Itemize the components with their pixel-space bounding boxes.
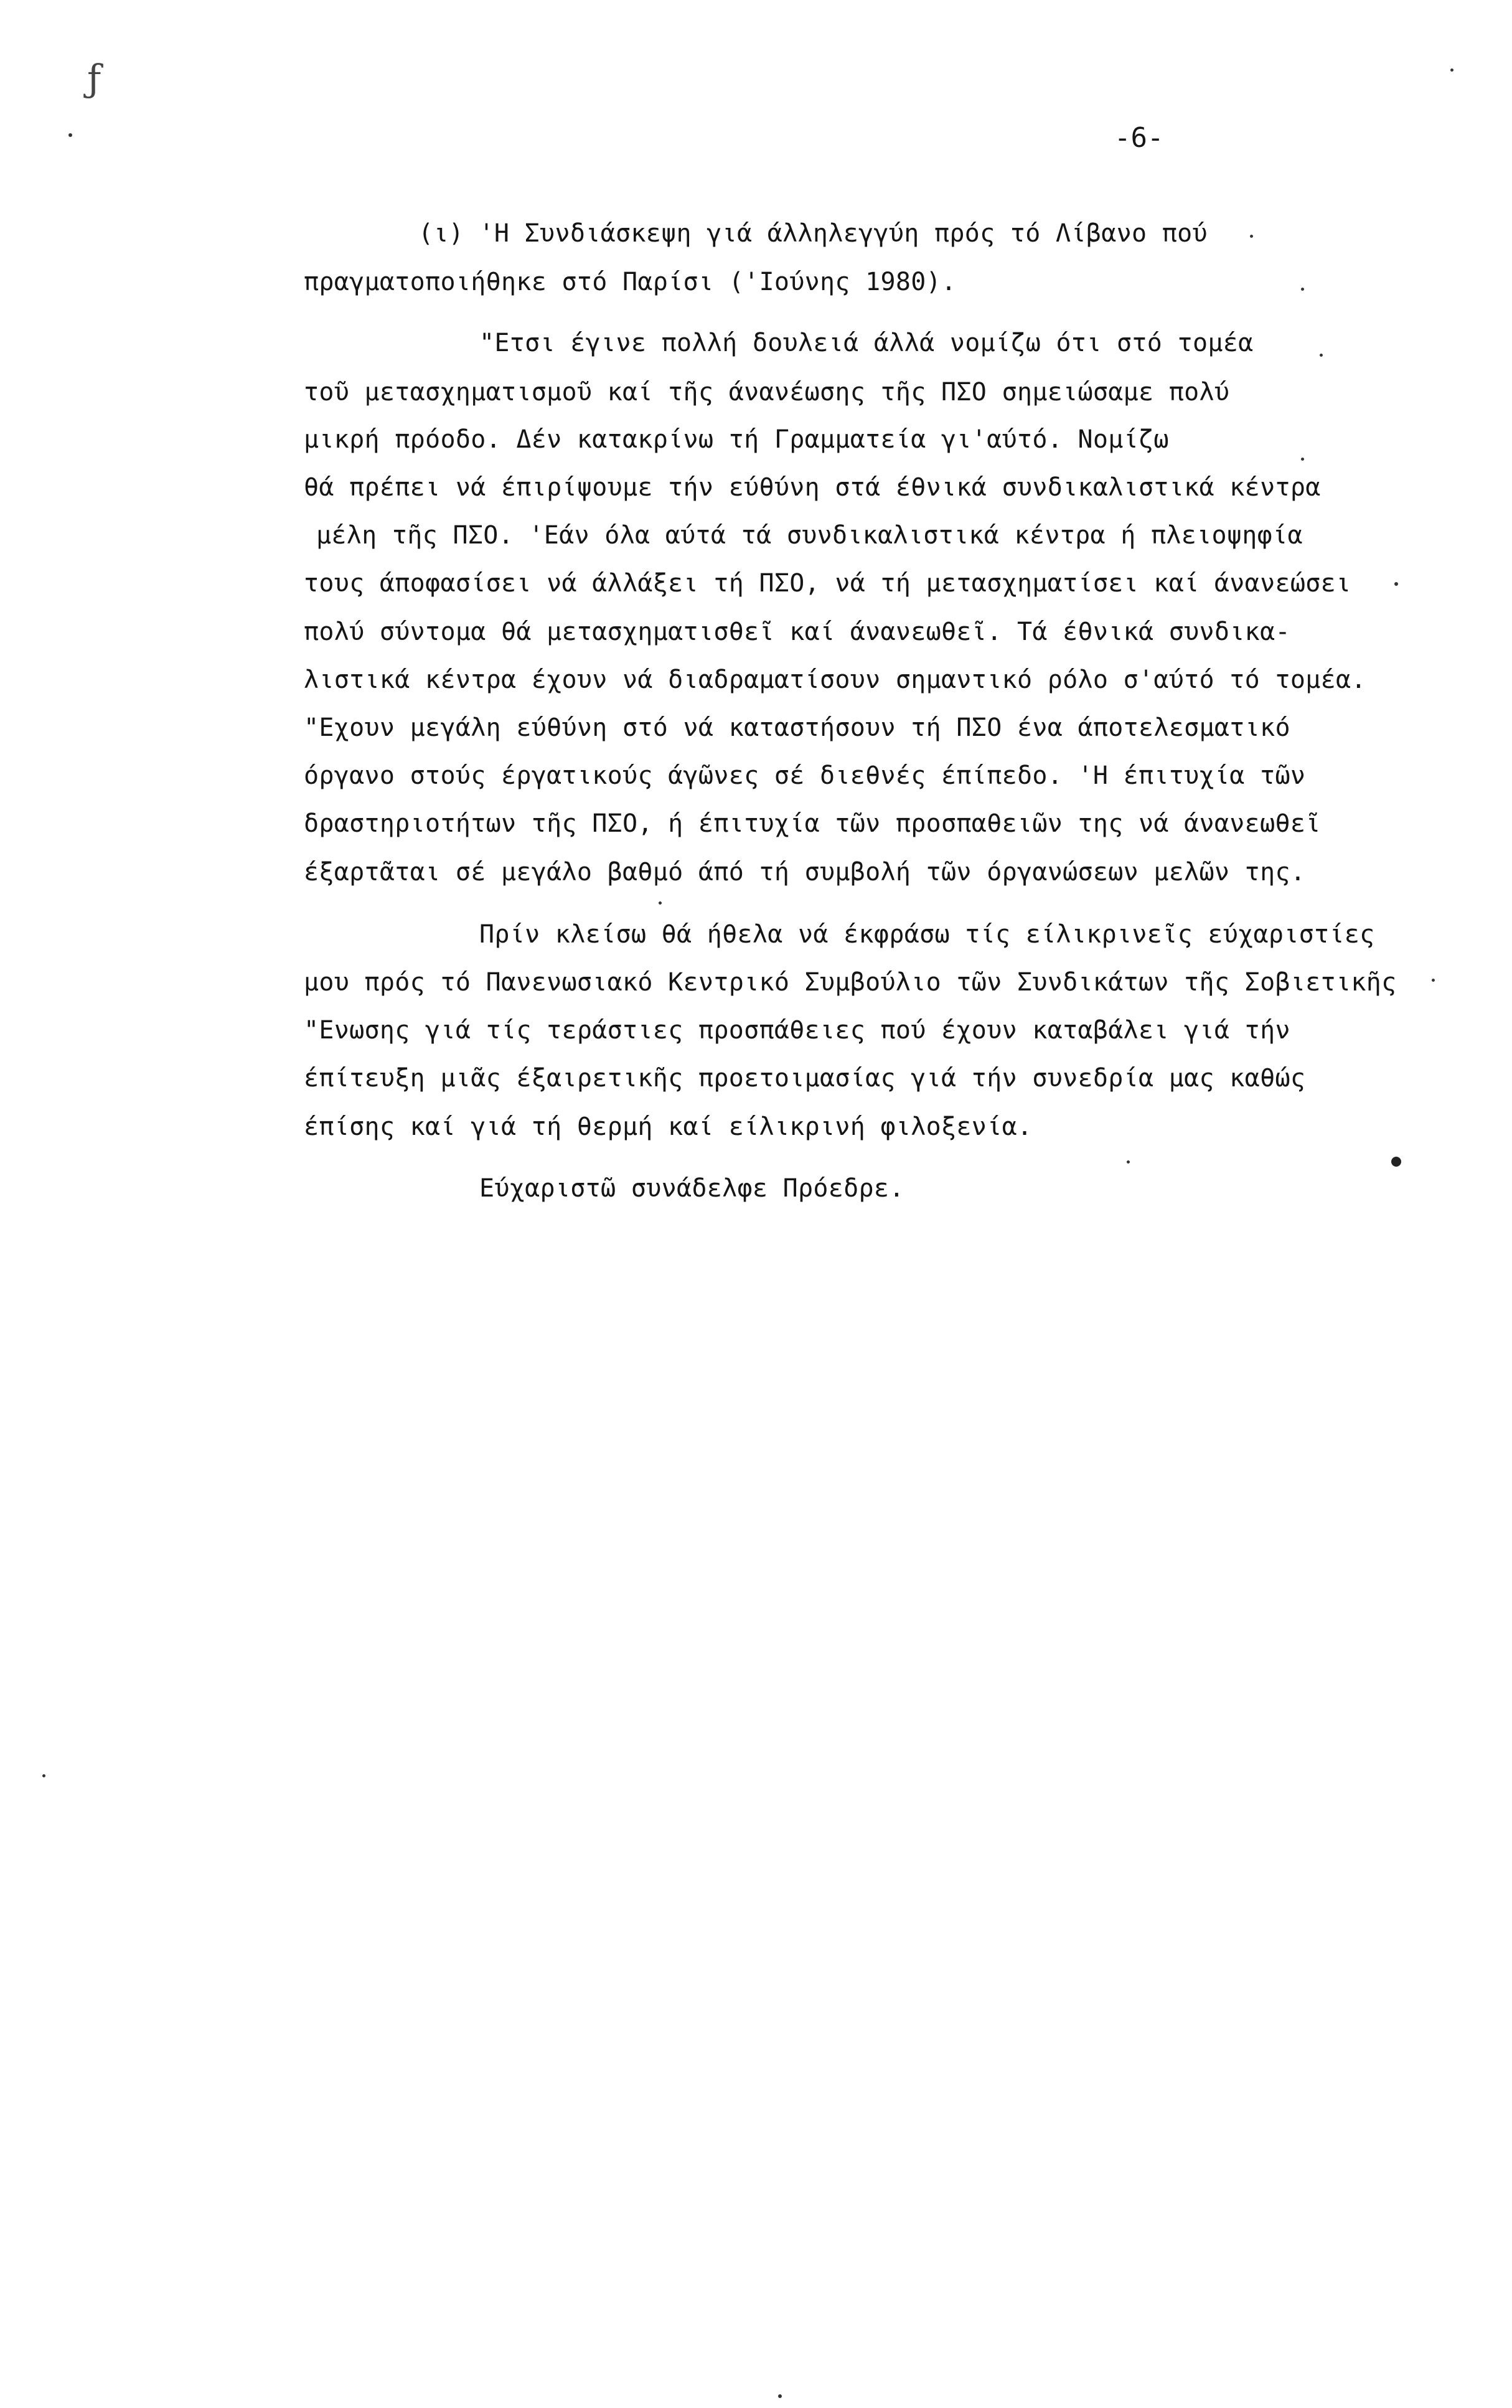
text-line: έπίσης καί γιά τή θερμή καί είλικρινή φιλοξενία.: [304, 1112, 1033, 1141]
scan-speck: [1127, 1160, 1130, 1164]
text-line: δραστηριοτήτων τῆς ΠΣΟ, ή έπιτυχία τῶν προσπαθειῶν της νά άνανεωθεῖ: [304, 809, 1321, 838]
scan-speck: [1301, 288, 1304, 291]
scan-speck: [659, 901, 662, 905]
text-line: έπίτευξη μιᾶς έξαιρετικῆς προετοιμασίας γιά τήν συνεδρία μας καθώς: [304, 1064, 1306, 1093]
scan-speck: [1301, 458, 1304, 461]
text-line: μου πρός τό Πανενωσιακό Κεντρικό Συμβούλιο τῶν Συνδικάτων τῆς Σοβιετικῆς: [304, 968, 1397, 997]
scan-speck: [68, 133, 72, 137]
text-line: τοῦ μετασχηματισμοῦ καί τῆς άνανέωσης τῆς ΠΣΟ σημειώσαμε πολύ: [304, 378, 1230, 407]
text-line: θά πρέπει νά έπιρίψουμε τήν εύθύνη στά έθνικά συνδικαλιστικά κέντρα: [304, 473, 1321, 502]
page-number: -6-: [1114, 122, 1164, 154]
text-line: (ι) 'Η Συνδιάσκεψη γιά άλληλεγγύη πρός τό Λίβανο πού: [418, 219, 1208, 248]
scan-speck: [778, 2394, 782, 2398]
text-line: μικρή πρόοδο. Δέν κατακρίνω τή Γραμματεία γι'αύτό. Νομίζω: [304, 425, 1169, 454]
text-line: πολύ σύντομα θά μετασχηματισθεῖ καί άνανεωθεῖ. Τά έθνικά συνδικα-: [304, 618, 1290, 646]
scan-speck: [1250, 235, 1253, 238]
text-line: μέλη τῆς ΠΣΟ. 'Εάν όλα αύτά τά συνδικαλιστικά κέντρα ή πλειοψηφία: [316, 521, 1303, 550]
text-line: λιστικά κέντρα έχουν νά διαδραματίσουν σημαντικό ρόλο σ'αύτό τό τομέα.: [304, 665, 1366, 694]
text-line: έξαρτᾶται σέ μεγάλο βαθμό άπό τή συμβολή τῶν όργανώσεων μελῶν της.: [304, 858, 1306, 887]
text-line: "Ετσι έγινε πολλή δουλειά άλλά νομίζω ότι στό τομέα: [479, 329, 1254, 357]
text-line: όργανο στούς έργατικούς άγῶνες σέ διεθνές έπίπεδο. 'Η έπιτυχία τῶν: [304, 761, 1306, 790]
scan-speck: [1432, 979, 1435, 982]
text-line: πραγματοποιήθηκε στό Παρίσι ('Ιούνης 1980).: [304, 268, 957, 296]
text-line: "Εχουν μεγάλη εύθύνη στό νά καταστήσουν τή ΠΣΟ ένα άποτελεσματικό: [304, 713, 1290, 742]
scan-speck: [1320, 354, 1323, 357]
text-line: "Ενωσης γιά τίς τεράστιες προσπάθειες πού έχουν καταβάλει γιά τήν: [304, 1016, 1290, 1045]
ink-dot: [1391, 1157, 1401, 1167]
margin-mark: ƒ: [87, 57, 101, 101]
scan-speck: [42, 1774, 45, 1777]
text-line: τους άποφασίσει νά άλλάξει τή ΠΣΟ, νά τή μετασχηματίσει καί άνανεώσει: [304, 569, 1351, 598]
text-line: Εύχαριστῶ συνάδελφε Πρόεδρε.: [479, 1174, 904, 1203]
scan-speck: [1394, 582, 1398, 586]
scan-speck: [1450, 68, 1453, 72]
text-line: Πρίν κλείσω θά ήθελα νά έκφράσω τίς είλικρινεῖς εύχαριστίες: [479, 920, 1375, 949]
